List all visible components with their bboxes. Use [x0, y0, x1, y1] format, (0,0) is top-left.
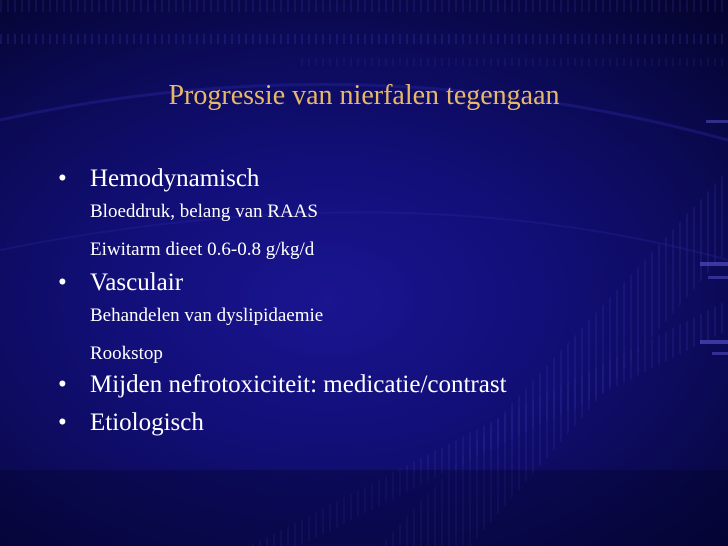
- bullet-text: Hemodynamisch: [90, 165, 260, 192]
- bullet-dot: •: [58, 269, 67, 296]
- bullet-dot: •: [58, 165, 67, 192]
- bullet-dot: •: [58, 371, 67, 398]
- bullet-item-hemodynamisch: [58, 162, 718, 196]
- bullet-item-etiologisch: [58, 406, 718, 440]
- bullet-text: Mijden nefrotoxiciteit: medicatie/contrast: [90, 371, 507, 398]
- bullet-item-nefrotoxiciteit: [58, 368, 718, 402]
- sub-item-bloeddruk: Bloeddruk, belang van RAAS: [90, 201, 318, 222]
- sub-item-eiwitarm: Eiwitarm dieet 0.6-0.8 g/kg/d: [90, 239, 315, 260]
- bullet-text: Etiologisch: [90, 409, 204, 436]
- sub-item-rookstop: Rookstop: [90, 343, 163, 364]
- bullet-list: [58, 162, 718, 440]
- bullet-item-vasculair: [58, 266, 718, 300]
- bullet-text: Vasculair: [90, 269, 184, 296]
- sub-item-dyslipidaemie: Behandelen van dyslipidaemie: [90, 305, 324, 326]
- bullet-dot: •: [58, 409, 67, 436]
- slide-title: Progressie van nierfalen tegengaan: [168, 80, 560, 111]
